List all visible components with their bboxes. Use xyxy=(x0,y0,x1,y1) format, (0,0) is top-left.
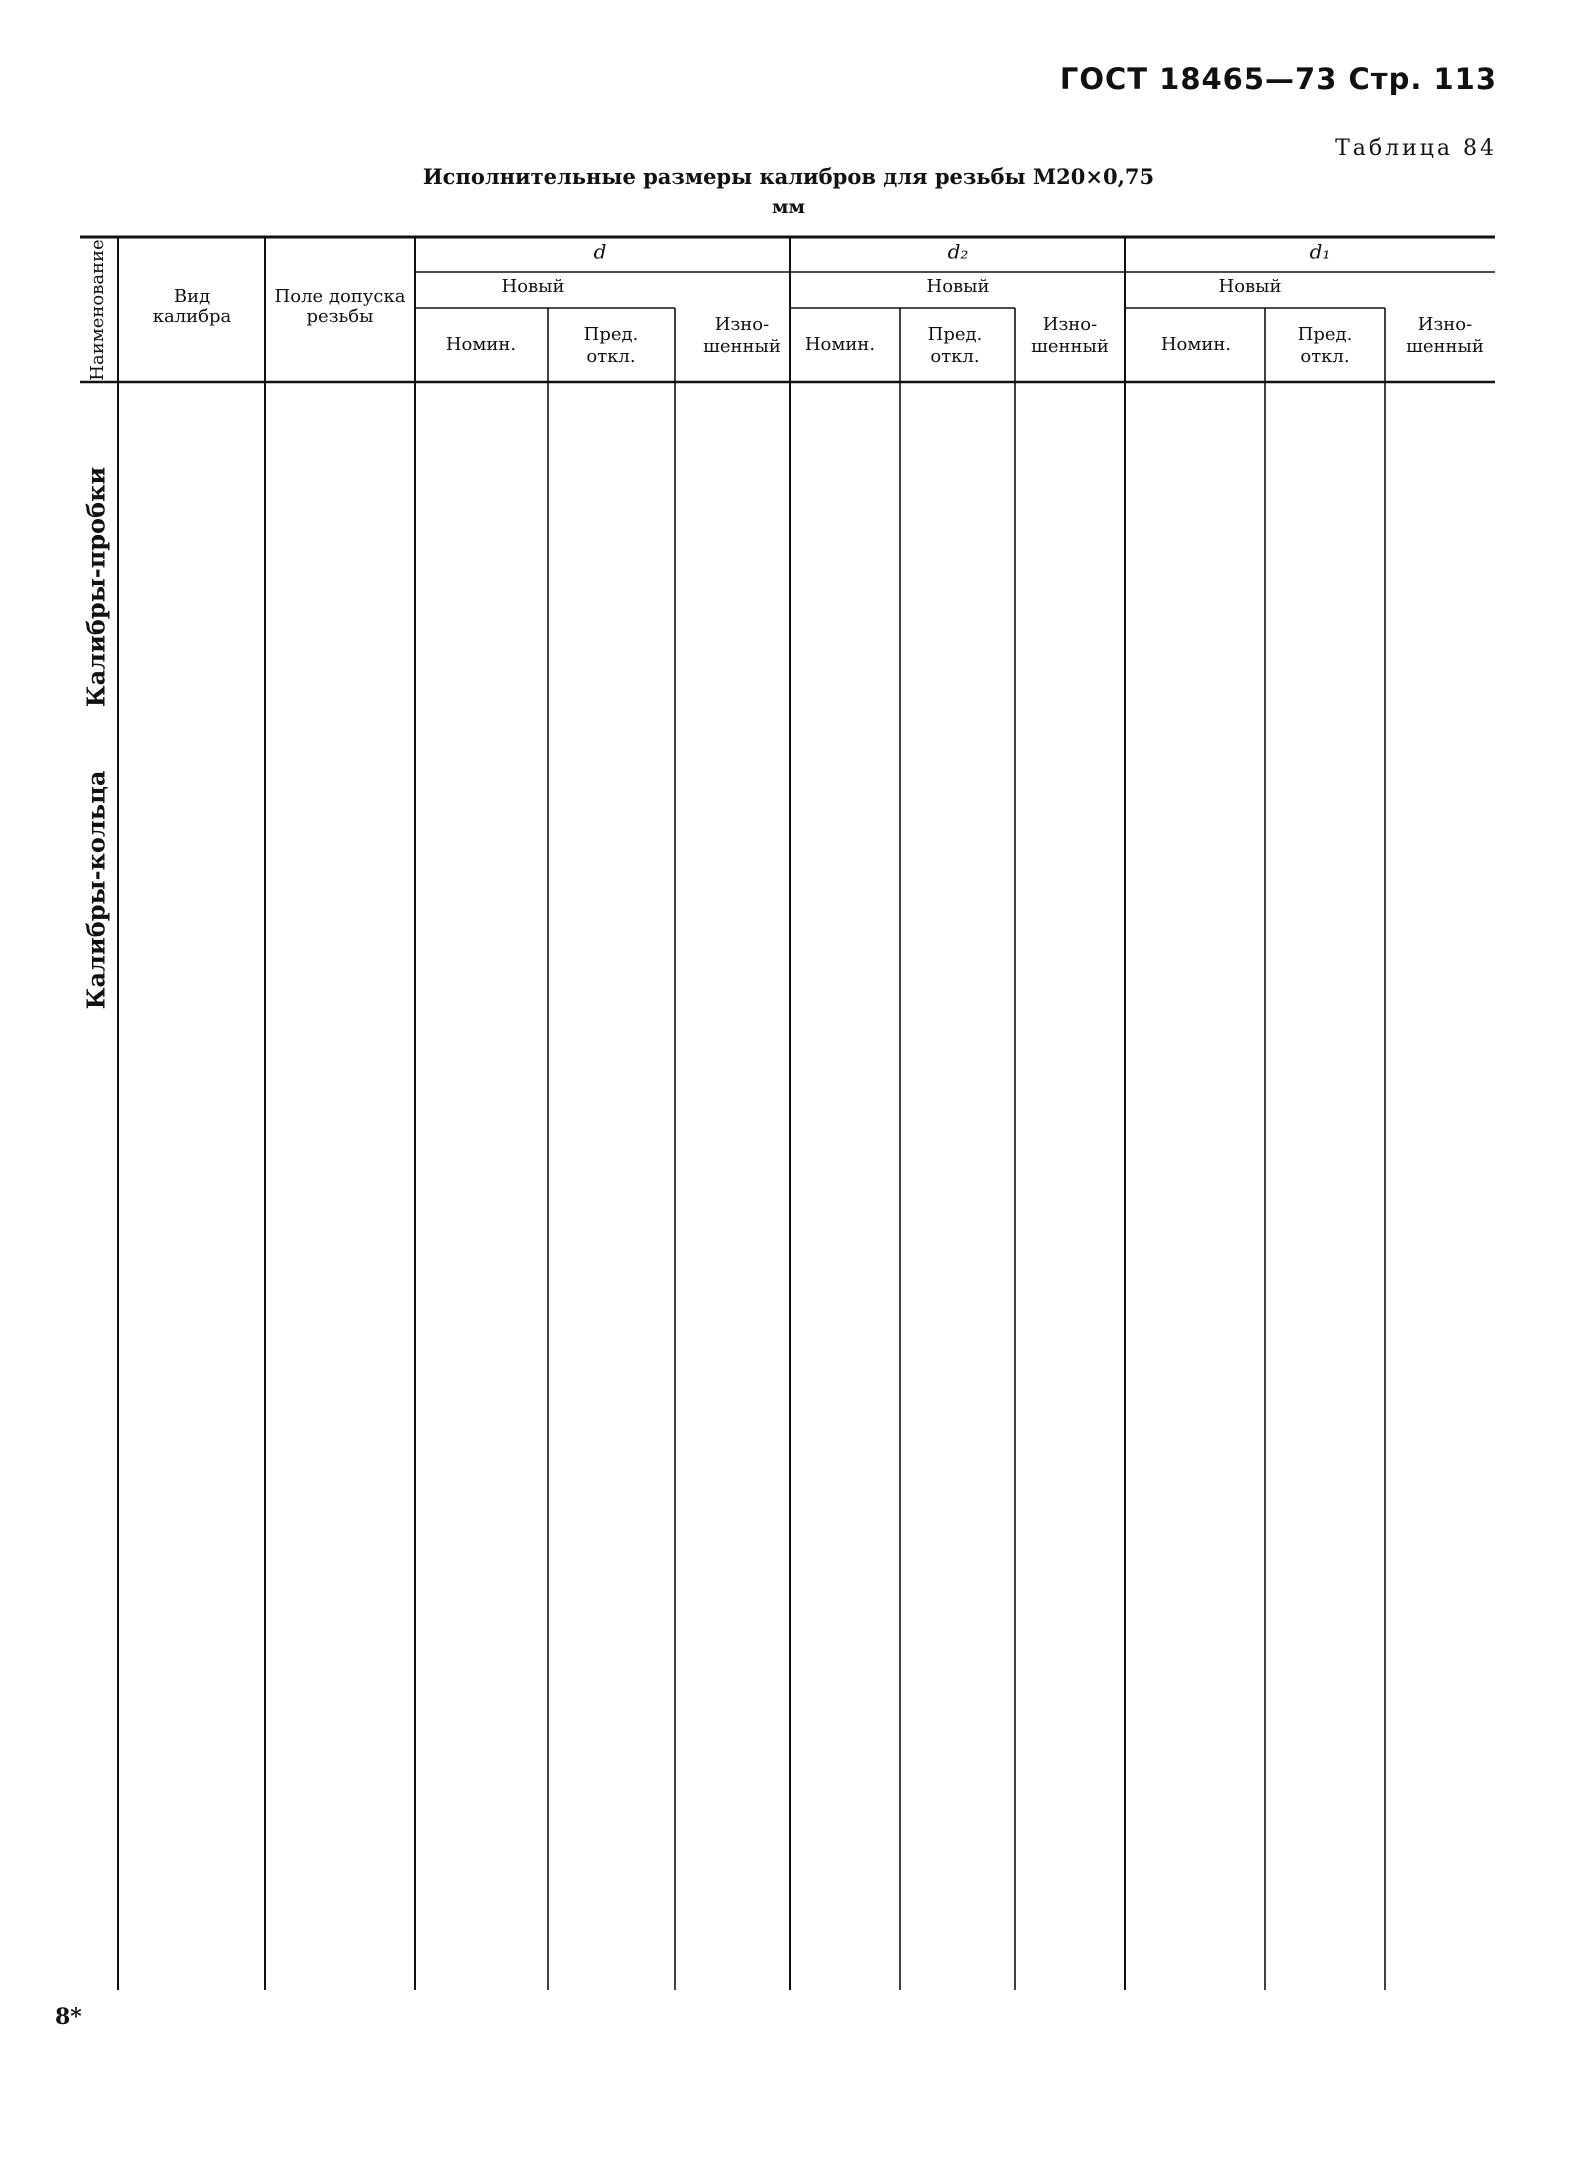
page-header: ГОСТ 18465—73 Стр. 113 xyxy=(1059,62,1497,96)
header-deviation: Пред. xyxy=(1297,324,1353,345)
group-label: Калибры-пробки xyxy=(81,466,111,708)
table-title: Исполнительные размеры калибров для резьбы М20×0,75 xyxy=(422,164,1155,189)
header-worn: Изно- xyxy=(1417,314,1473,335)
header-worn: шенный xyxy=(703,336,781,357)
header-kind: калибра xyxy=(152,306,232,327)
header-deviation: откл. xyxy=(1300,346,1350,367)
header-d: d xyxy=(593,239,607,264)
header-field: резьбы xyxy=(306,306,374,327)
header-new: Новый xyxy=(501,276,565,297)
header-d2: d₂ xyxy=(947,239,969,264)
header-field: Поле допуска xyxy=(274,286,406,307)
table-number: Таблица 84 xyxy=(1335,136,1497,161)
header-worn: Изно- xyxy=(1042,314,1098,335)
header-nominal: Номин. xyxy=(804,334,876,355)
header-new: Новый xyxy=(926,276,990,297)
header-nominal: Номин. xyxy=(1160,334,1232,355)
page-signature: 8* xyxy=(55,2004,82,2030)
header-new: Новый xyxy=(1218,276,1282,297)
header-deviation: Пред. xyxy=(583,324,639,345)
header-nominal: Номин. xyxy=(445,334,517,355)
table-unit: мм xyxy=(771,196,805,218)
header-deviation: откл. xyxy=(586,346,636,367)
header-worn: шенный xyxy=(1406,336,1484,357)
header-worn: шенный xyxy=(1031,336,1109,357)
header-name: Наименование xyxy=(87,239,108,381)
header-deviation: Пред. xyxy=(927,324,983,345)
header-d1: d₁ xyxy=(1309,239,1331,264)
header-worn: Изно- xyxy=(714,314,770,335)
header-deviation: откл. xyxy=(930,346,980,367)
header-kind: Вид xyxy=(173,286,211,307)
group-label: Калибры-кольца xyxy=(81,770,111,1010)
